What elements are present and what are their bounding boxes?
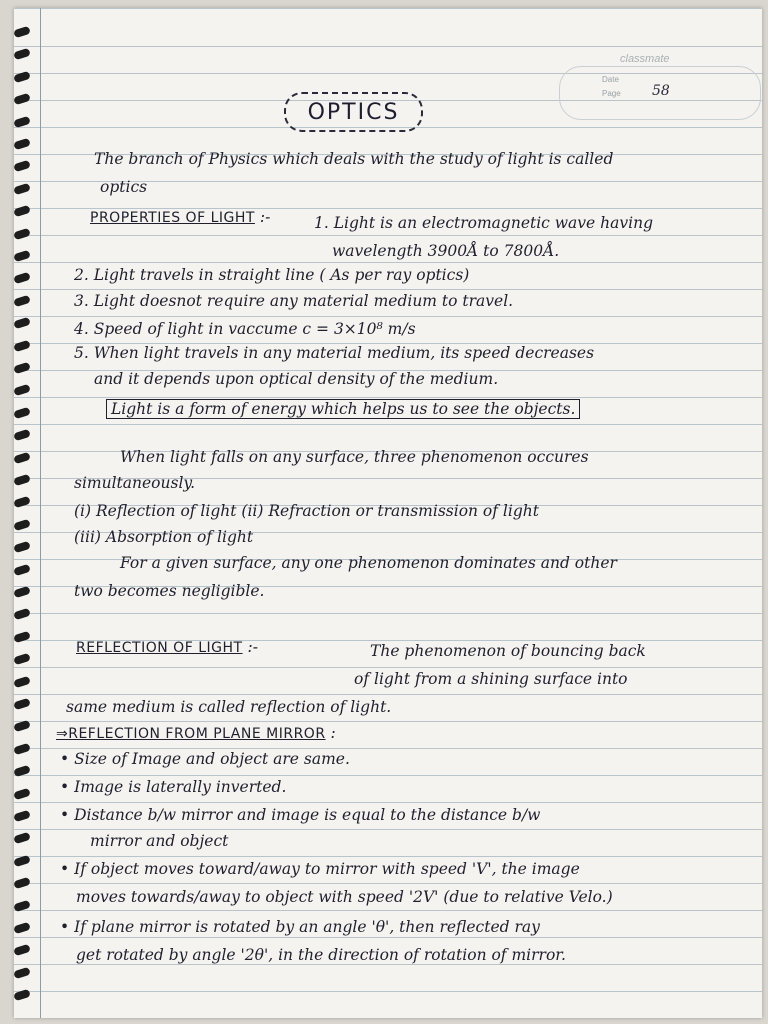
- text-line: of light from a shining surface into: [354, 670, 628, 688]
- spiral-hole: [14, 474, 31, 487]
- stamp-brand: classmate: [620, 53, 670, 65]
- spiral-hole: [14, 71, 31, 84]
- spiral-hole: [14, 295, 31, 308]
- spiral-hole: [14, 183, 31, 196]
- spiral-hole: [14, 855, 31, 868]
- bullet-item: • If object moves toward/away to mirror with speed 'V', the image: [60, 860, 580, 878]
- page-stamp: [559, 53, 761, 120]
- spiral-hole: [14, 787, 31, 800]
- text-line: get rotated by angle '2θ', in the direction of rotation of mirror.: [76, 946, 566, 964]
- text-line: moves towards/away to object with speed '2V' (due to relative Velo.): [76, 888, 613, 906]
- spiral-hole: [14, 272, 31, 285]
- text-line: optics: [100, 178, 148, 196]
- spiral-hole: [14, 451, 31, 464]
- spiral-hole: [14, 899, 31, 912]
- text-line: 5. When light travels in any material medium, its speed decreases: [74, 344, 595, 362]
- spiral-hole: [14, 93, 31, 106]
- reflection-heading: REFLECTION OF LIGHT: [76, 640, 243, 656]
- spiral-hole: [14, 339, 31, 352]
- text-line: wavelength 3900Å to 7800Å.: [332, 242, 560, 260]
- boxed-definition: [106, 400, 580, 418]
- plane-mirror-heading: ⇒REFLECTION FROM PLANE MIRROR: [56, 726, 326, 742]
- spiral-hole: [14, 675, 31, 688]
- bullet-item: • If plane mirror is rotated by an angle 'θ', then reflected ray: [60, 918, 540, 936]
- stamp-page-label: Page: [602, 89, 621, 98]
- bullet-item: • Size of Image and object are same.: [60, 750, 350, 768]
- spiral-hole: [14, 227, 31, 240]
- text-line: (iii) Absorption of light: [74, 528, 254, 546]
- spiral-hole: [14, 563, 31, 576]
- spiral-hole: [14, 317, 31, 330]
- spiral-hole: [14, 205, 31, 218]
- margin-line: [40, 8, 41, 1018]
- spiral-hole: [14, 832, 31, 845]
- properties-heading: PROPERTIES OF LIGHT: [90, 210, 255, 226]
- spiral-hole: [14, 496, 31, 509]
- spiral-hole: [14, 26, 31, 39]
- spiral-hole: [14, 698, 31, 711]
- text-line: two becomes negligible.: [74, 582, 265, 600]
- spiral-hole: [14, 743, 31, 756]
- text-line: and it depends upon optical density of the medium.: [94, 370, 499, 388]
- spiral-hole: [14, 989, 31, 1002]
- plane-mirror-sep: :: [330, 724, 336, 742]
- spiral-binding: [14, 28, 34, 1018]
- text-line: The branch of Physics which deals with the study of light is called: [94, 150, 614, 168]
- spiral-hole: [14, 922, 31, 935]
- spiral-hole: [14, 48, 31, 61]
- reflection-heading-row: [76, 638, 258, 656]
- text-line: 1. Light is an electromagnetic wave having: [314, 214, 653, 232]
- text-line: 3. Light doesnot require any material medium to travel.: [74, 292, 514, 310]
- text-line: simultaneously.: [74, 474, 196, 492]
- spiral-hole: [14, 362, 31, 375]
- page-number: 58: [652, 83, 670, 99]
- spiral-hole: [14, 138, 31, 151]
- boxed-definition-text: Light is a form of energy which helps us to see the objects.: [106, 399, 580, 419]
- stamp-date-label: Date: [602, 75, 619, 84]
- spiral-hole: [14, 407, 31, 420]
- spiral-hole: [14, 250, 31, 263]
- spiral-hole: [14, 877, 31, 890]
- properties-sep: :-: [259, 208, 271, 226]
- text-line: mirror and object: [90, 832, 229, 850]
- spiral-hole: [14, 115, 31, 128]
- spiral-hole: [14, 384, 31, 397]
- notebook-page: [14, 8, 762, 1018]
- spiral-hole: [14, 519, 31, 532]
- spiral-hole: [14, 967, 31, 980]
- text-line: When light falls on any surface, three phenomenon occures: [120, 448, 589, 466]
- spiral-hole: [14, 653, 31, 666]
- text-line: The phenomenon of bouncing back: [370, 642, 646, 660]
- properties-heading-row: [90, 208, 270, 226]
- text-line: 2. Light travels in straight line ( As per ray optics): [74, 266, 470, 284]
- reflection-sep: :-: [247, 638, 258, 656]
- plane-mirror-heading-row: [56, 724, 336, 742]
- spiral-hole: [14, 810, 31, 823]
- spiral-hole: [14, 631, 31, 644]
- spiral-hole: [14, 429, 31, 442]
- bullet-item: • Distance b/w mirror and image is equal to the distance b/w: [60, 806, 541, 824]
- text-line: For a given surface, any one phenomenon dominates and other: [120, 554, 617, 572]
- spiral-hole: [14, 541, 31, 554]
- spiral-hole: [14, 765, 31, 778]
- text-line: same medium is called reflection of light.: [66, 698, 392, 716]
- page-title: OPTICS: [307, 99, 400, 125]
- title-cloud: [284, 92, 423, 132]
- spiral-hole: [14, 720, 31, 733]
- spiral-hole: [14, 160, 31, 173]
- spiral-hole: [14, 608, 31, 621]
- text-line: (i) Reflection of light (ii) Refraction or transmission of light: [74, 502, 539, 520]
- spiral-hole: [14, 944, 31, 957]
- spiral-hole: [14, 586, 31, 599]
- bullet-item: • Image is laterally inverted.: [60, 778, 287, 796]
- text-line: 4. Speed of light in vaccume c = 3×10⁸ m/s: [74, 320, 416, 338]
